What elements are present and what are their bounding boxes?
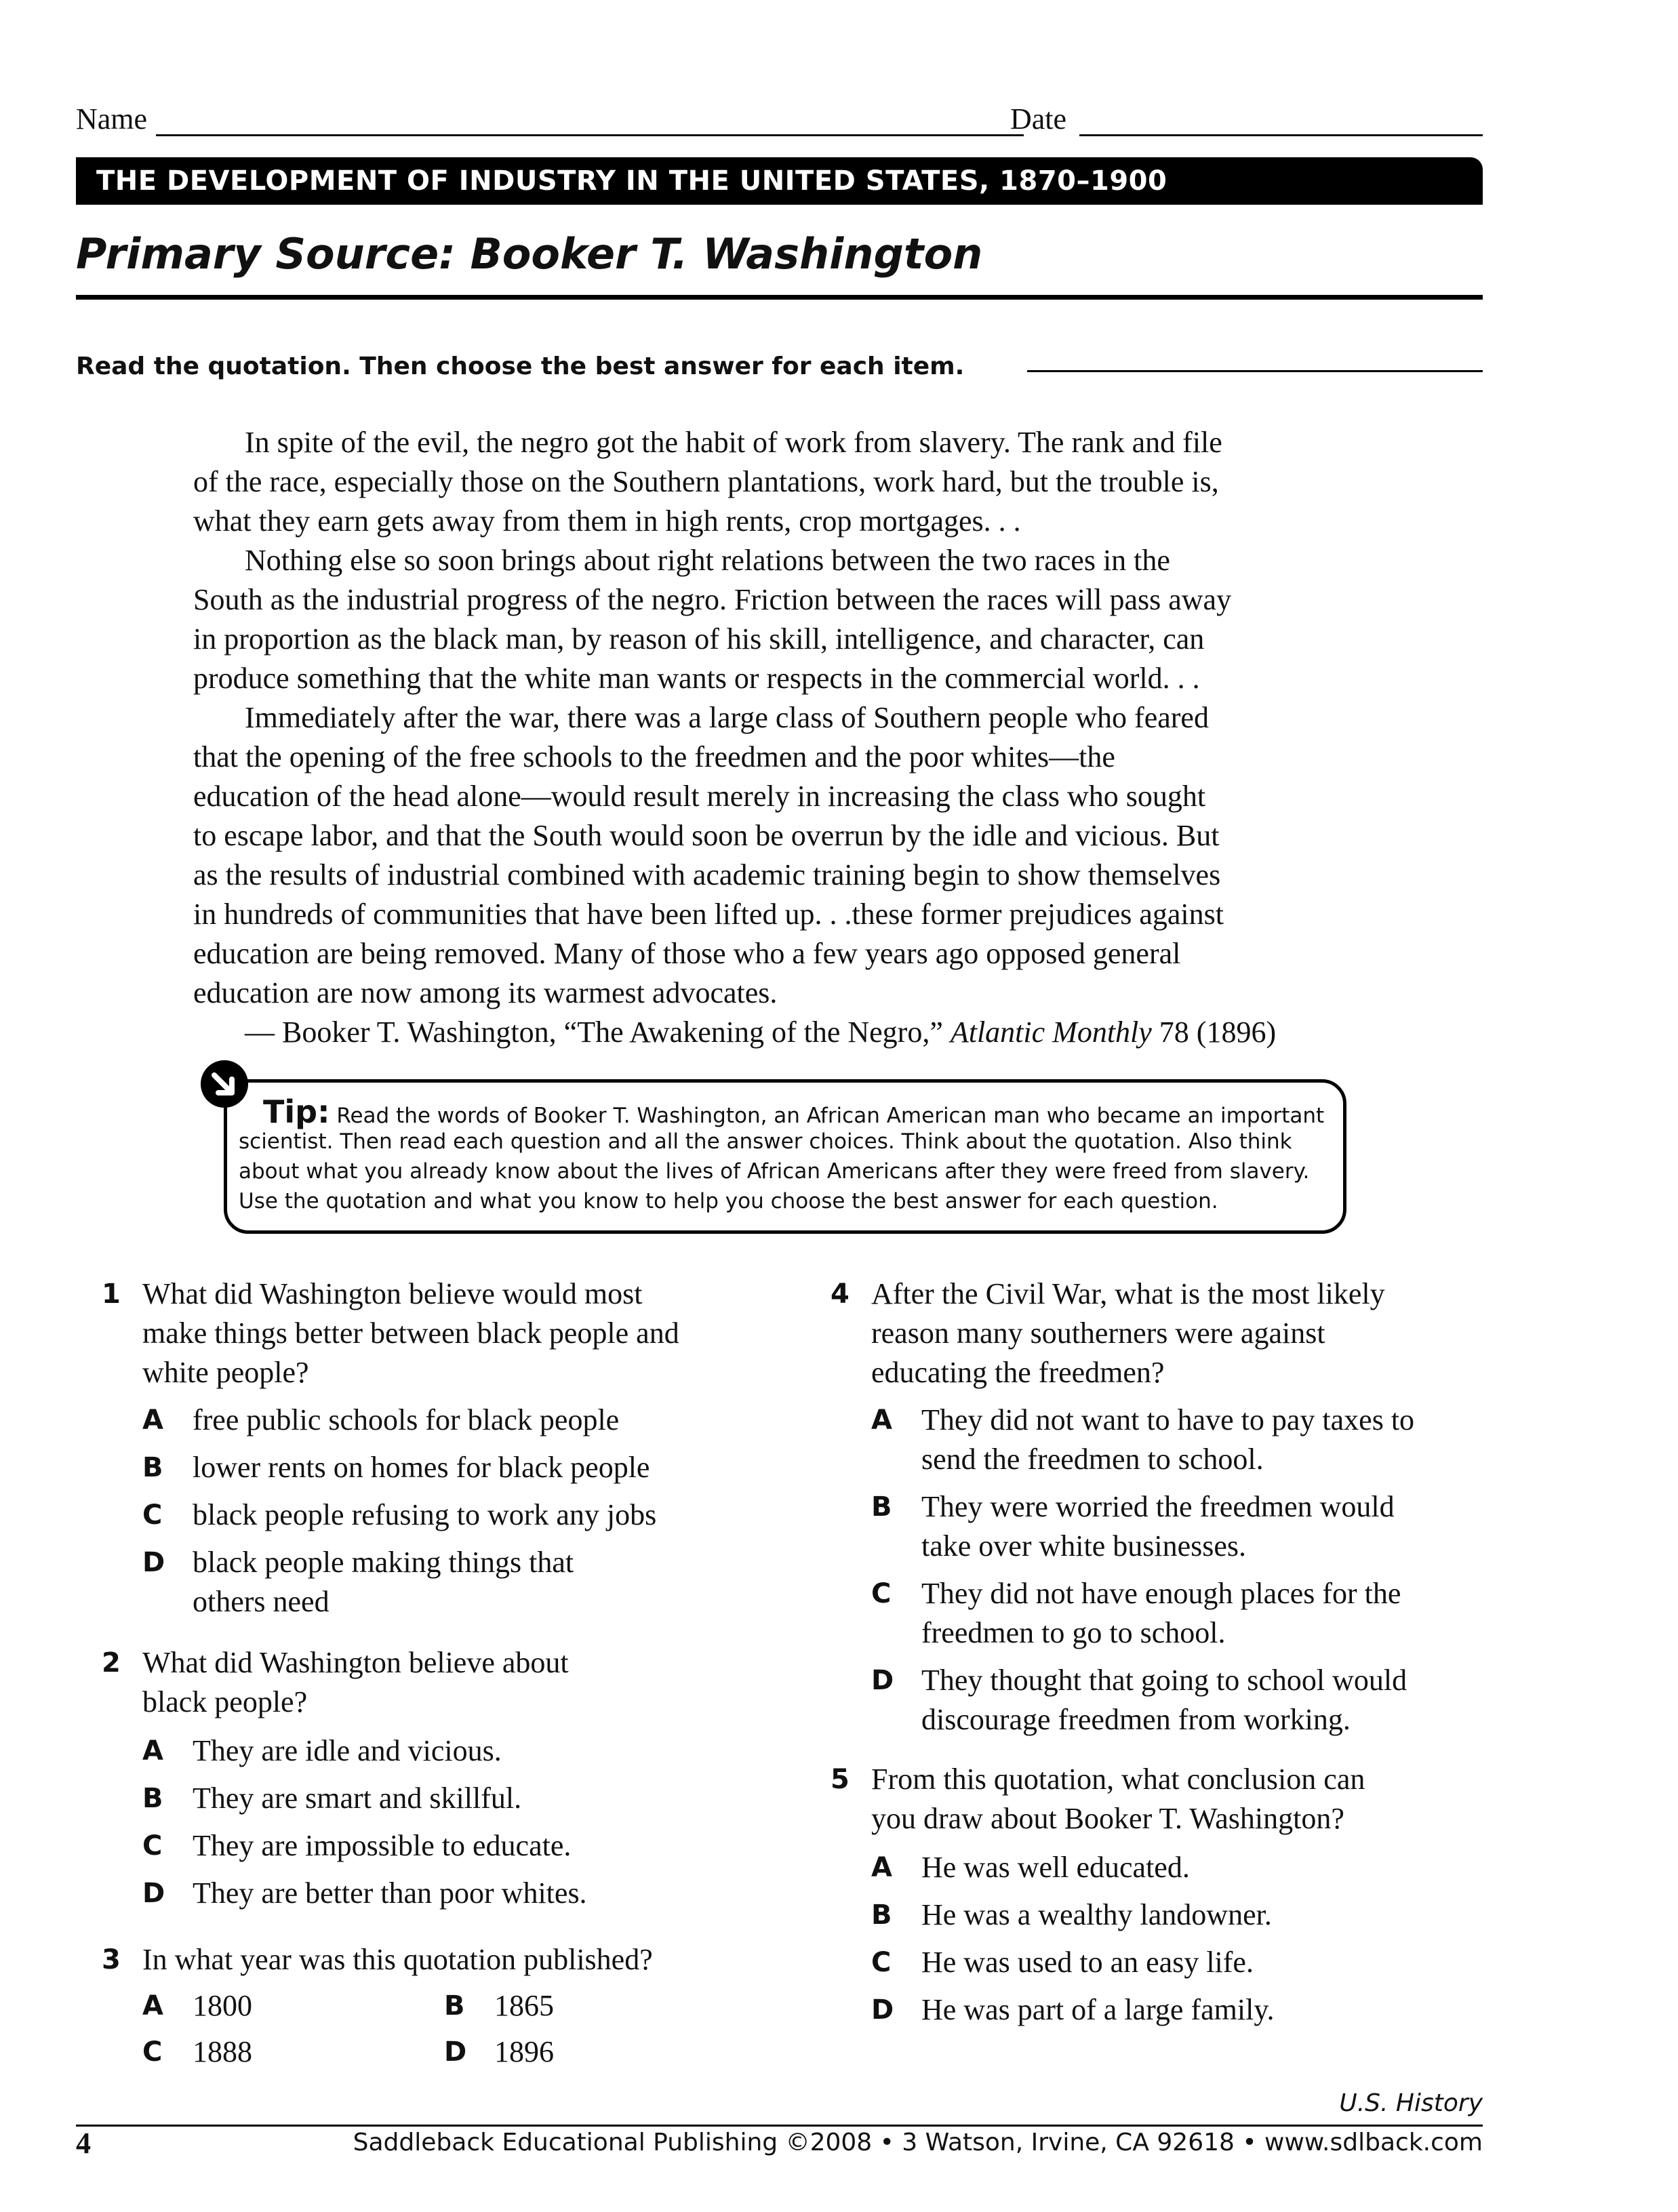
stem-line: What did Washington believe about	[142, 1646, 569, 1679]
choice-letter: A	[871, 1405, 892, 1436]
stem-line: white people?	[142, 1356, 309, 1389]
question-number: 1	[102, 1279, 121, 1310]
quotation	[193, 423, 1386, 1052]
choice-text: freedmen to go to school.	[921, 1616, 1226, 1649]
choice-text: discourage freedmen from working.	[921, 1703, 1351, 1736]
quote-line: Nothing else so soon brings about right relations between the two races in the	[245, 544, 1170, 577]
choice-text: others need	[193, 1585, 329, 1618]
quote-line: in hundreds of communities that have been lifted up. . .these former prejudices against	[193, 898, 1224, 931]
title-divider	[76, 295, 1483, 300]
stem-line: From this quotation, what conclusion can	[871, 1763, 1365, 1796]
tip-line: about what you already know about the lives of African Americans after they were freed from slavery.	[239, 1159, 1310, 1184]
attribution-journal: Atlantic Monthly	[950, 1015, 1152, 1049]
choice-letter: B	[142, 1452, 163, 1483]
choice-text: send the freedmen to school.	[921, 1443, 1264, 1476]
quote-line: education are now among its warmest advocates.	[193, 976, 778, 1009]
choice-letter: B	[871, 1491, 892, 1523]
footer-divider	[76, 2125, 1483, 2127]
choice-text: black people refusing to work any jobs	[193, 1498, 657, 1531]
choice-text: He was used to an easy life.	[921, 1946, 1254, 1979]
quote-line: Immediately after the war, there was a large class of Southern people who feared	[245, 701, 1209, 734]
choice-text: They were worried the freedmen would	[921, 1490, 1395, 1523]
name-label: Name	[76, 102, 148, 136]
tip-line: Use the quotation and what you know to help you choose the best answer for each question.	[239, 1189, 1218, 1213]
choice-letter: D	[142, 1878, 165, 1909]
choice-text: 1896	[494, 2035, 554, 2068]
choice-letter: A	[142, 1405, 163, 1436]
choice-letter: D	[444, 2036, 467, 2068]
quote-line: education are being removed. Many of those who a few years ago opposed general	[193, 937, 1181, 970]
choice-text: lower rents on homes for black people	[193, 1451, 650, 1484]
quote-line: as the results of industrial combined with academic training begin to show themselves	[193, 858, 1221, 891]
choice-letter: D	[871, 1665, 894, 1696]
page-title: Primary Source: Booker T. Washington	[76, 229, 983, 279]
tip-label: Tip:	[263, 1093, 330, 1130]
choice-text: They thought that going to school would	[921, 1664, 1407, 1697]
unit-banner	[76, 157, 1483, 205]
attribution-issue: 78 (1896)	[1151, 1015, 1277, 1049]
choice-letter: A	[142, 1735, 163, 1767]
question-stem	[871, 1274, 1385, 1392]
choice-letter: C	[142, 2036, 163, 2068]
question-number: 4	[831, 1279, 850, 1310]
stem-line: make things better between black people and	[142, 1316, 679, 1350]
choice-text: They did not have enough places for the	[921, 1577, 1401, 1610]
stem-line: educating the freedmen?	[871, 1356, 1165, 1389]
quote-line: in proportion as the black man, by reason of his skill, intelligence, and character, can	[193, 622, 1205, 656]
question-stem	[142, 1643, 569, 1722]
choice-text: 1800	[193, 1989, 252, 2022]
course-name: U.S. History	[1339, 2089, 1483, 2117]
choice-text: He was part of a large family.	[921, 1993, 1275, 2026]
choice-text: They are better than poor whites.	[193, 1876, 587, 1910]
page-number: 4	[76, 2127, 91, 2160]
publisher-info: Saddleback Educational Publishing ©2008 • 3 Watson, Irvine, CA 92618 • www.sdlback.com	[353, 2129, 1483, 2156]
choice-letter: C	[871, 1578, 892, 1609]
name-date-row	[76, 99, 1483, 140]
attribution-author: — Booker T. Washington, “The Awakening of the Negro,”	[245, 1015, 951, 1049]
quote-line: education of the head alone—would result merely in increasing the class who sought	[193, 780, 1206, 813]
stem-line: reason many southerners were against	[871, 1316, 1325, 1350]
choice-text: They did not want to have to pay taxes to	[921, 1403, 1415, 1436]
choice-text: They are idle and vicious.	[193, 1734, 502, 1767]
quote-line: produce something that the white man wants or respects in the commercial world. . .	[193, 662, 1200, 695]
question-stem	[142, 1940, 653, 1979]
quote-attribution	[193, 1013, 1386, 1052]
date-label: Date	[1010, 102, 1067, 136]
choice-letter: B	[871, 1899, 892, 1931]
quote-line: what they earn gets away from them in high rents, crop mortgages. . .	[193, 504, 1021, 538]
choice-text: 1865	[494, 1989, 554, 2022]
tip-first-line	[239, 1093, 1337, 1130]
stem-line: What did Washington believe would most	[142, 1277, 643, 1310]
choice-text: 1888	[193, 2035, 252, 2068]
instruction-divider	[1027, 370, 1483, 372]
quote-line: to escape labor, and that the South would soon be overrun by the idle and vicious. But	[193, 819, 1220, 852]
stem-line: In what year was this quotation published?	[142, 1943, 653, 1976]
choice-letter: D	[142, 1547, 165, 1578]
tip-line: Read the words of Booker T. Washington, an African American man who became an important	[336, 1104, 1325, 1128]
quote-line: of the race, especially those on the Southern plantations, work hard, but the trouble is,	[193, 465, 1219, 498]
date-field[interactable]	[1079, 134, 1483, 136]
choice-letter: C	[142, 1830, 163, 1862]
question-number: 2	[102, 1647, 121, 1678]
stem-line: black people?	[142, 1685, 308, 1718]
choice-letter: A	[142, 1990, 163, 2022]
choice-text: He was a wealthy landowner.	[921, 1898, 1272, 1931]
choice-text: They are smart and skillful.	[193, 1782, 522, 1815]
question-number: 3	[102, 1944, 121, 1975]
stem-line: you draw about Booker T. Washington?	[871, 1802, 1344, 1835]
choice-text: They are impossible to educate.	[193, 1829, 572, 1862]
unit-title: THE DEVELOPMENT OF INDUSTRY IN THE UNITED STATES, 1870–1900	[96, 165, 1167, 197]
choice-letter: B	[444, 1990, 465, 2022]
name-field[interactable]	[156, 134, 1024, 136]
question-number: 5	[831, 1764, 850, 1795]
tip-text	[239, 1093, 1337, 1216]
instructions: Read the quotation. Then choose the best answer for each item.	[76, 353, 965, 380]
choice-letter: D	[871, 1994, 894, 2026]
choice-text: black people making things that	[193, 1546, 574, 1579]
quote-line: In spite of the evil, the negro got the habit of work from slavery. The rank and file	[245, 426, 1222, 459]
choice-text: take over white businesses.	[921, 1529, 1246, 1563]
choice-text: free public schools for black people	[193, 1403, 620, 1436]
choice-letter: A	[871, 1852, 892, 1883]
choice-text: He was well educated.	[921, 1851, 1190, 1884]
choice-letter: C	[142, 1500, 163, 1531]
choice-letter: B	[142, 1783, 163, 1814]
quote-line: that the opening of the free schools to the freedmen and the poor whites—the	[193, 740, 1115, 773]
quote-line: South as the industrial progress of the negro. Friction between the races will pass away	[193, 583, 1232, 616]
choice-letter: C	[871, 1947, 892, 1978]
tip-line: scientist. Then read each question and all the answer choices. Think about the quotation. Also think	[239, 1129, 1292, 1154]
stem-line: After the Civil War, what is the most likely	[871, 1277, 1385, 1310]
question-stem	[871, 1760, 1365, 1838]
question-stem	[142, 1274, 679, 1392]
